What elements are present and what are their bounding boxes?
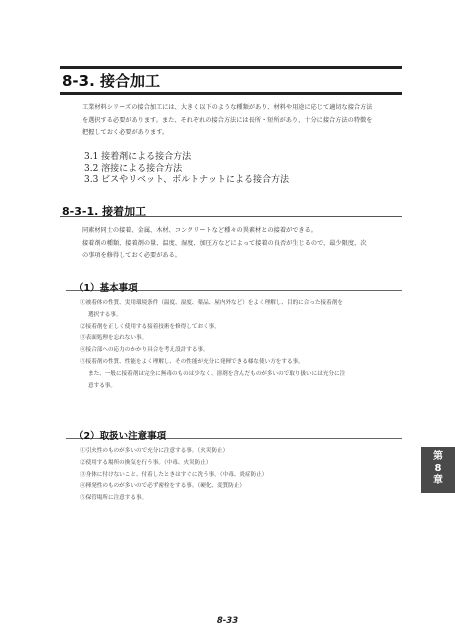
handling-list <box>80 446 402 505</box>
chapter-tab <box>421 447 455 493</box>
subsection-paragraph <box>82 225 402 263</box>
method-list <box>84 152 384 187</box>
intro-line: 把握しておく必要があります。 <box>82 129 169 136</box>
paragraph-line: 接着剤の種類、接着剤の量、温度、湿度、加圧方などによって接着の良否が生じるので、最少限度、次 <box>82 239 367 247</box>
handling-item: ④揮発性のものが多いので必ず密栓をする事。（硬化、変質防止） <box>80 483 246 490</box>
handling-item: ⑤保管場所に注意する事。 <box>80 495 148 502</box>
page-number: 8-33 <box>216 616 239 626</box>
basics-item: 選択する事。 <box>88 311 122 318</box>
chapter-section-heading <box>60 66 402 95</box>
intro-paragraph <box>82 102 402 140</box>
method-item: 3.2 溶接による接合方法 <box>84 163 183 174</box>
paragraph-line: 同素材同士の接着、金属、木材、コンクリートなど種々の異素材との接着ができる。 <box>82 227 317 234</box>
handling-heading <box>66 424 402 442</box>
intro-line: を選択する必要があります。また、それぞれの接合方法には長所・短所があり、十分に接合方法の特徴を <box>82 116 373 124</box>
basics-item: ①被着体の性質、実用環境条件（温度、湿度、薬品、屋内外など）をよく理解し、目的に合った接着剤を <box>80 300 343 306</box>
method-item: 3.3 ビスやリベット、ボルトナットによる接合方法 <box>84 175 290 185</box>
basics-item: 意する事。 <box>88 382 116 389</box>
subsection-title: 8-3-1. 接着加工 <box>62 205 147 218</box>
basics-item: ②接着剤を正しく使用する接着技術を修得しておく事。 <box>80 323 220 330</box>
basics-list <box>80 298 402 392</box>
section-title: 8-3. 接合加工 <box>62 72 161 90</box>
basics-title: （1）基本事項 <box>74 283 138 294</box>
basics-item: ⑤接着剤の性質、性能をよく理解し、その性能が充分に発揮できる様な使い方をする事。 <box>80 358 304 365</box>
basics-heading <box>66 276 402 294</box>
subsection-heading <box>60 200 402 217</box>
method-item: 3.1 接着剤による接合方法 <box>84 152 192 162</box>
basics-item: ④接合部への応力のかかり具合を考え設計する事。 <box>80 347 209 354</box>
chapter-tab-char: 章 <box>433 475 443 486</box>
chapter-tab-char: 第 <box>433 451 443 462</box>
handling-title: （2）取扱い注意事項 <box>74 431 167 442</box>
basics-item: ③表面処理を忘れない事。 <box>80 335 148 342</box>
handling-item: ①引火性のものが多いので充分に注意する事。（火災防止） <box>80 448 229 454</box>
basics-item: また、一般に接着剤は完全に無毒のものは少なく、溶剤を含んだものが多いので取り扱いには充分に注 <box>88 370 346 377</box>
paragraph-line: の事項を修得しておく必要がある。 <box>82 252 181 259</box>
handling-item: ②使用する場所の換気を行う事。（中毒、火災防止） <box>80 459 212 466</box>
handling-item: ③身体に付けないこと、付着したときはすぐに洗う事。（中毒、炎症防止） <box>80 471 268 478</box>
intro-line: 工業材料シリーズの接合加工には、大きく以下のような種類があり、材料や用途に応じて適切な接合方法 <box>82 104 373 111</box>
chapter-tab-number: 8 <box>434 463 442 474</box>
